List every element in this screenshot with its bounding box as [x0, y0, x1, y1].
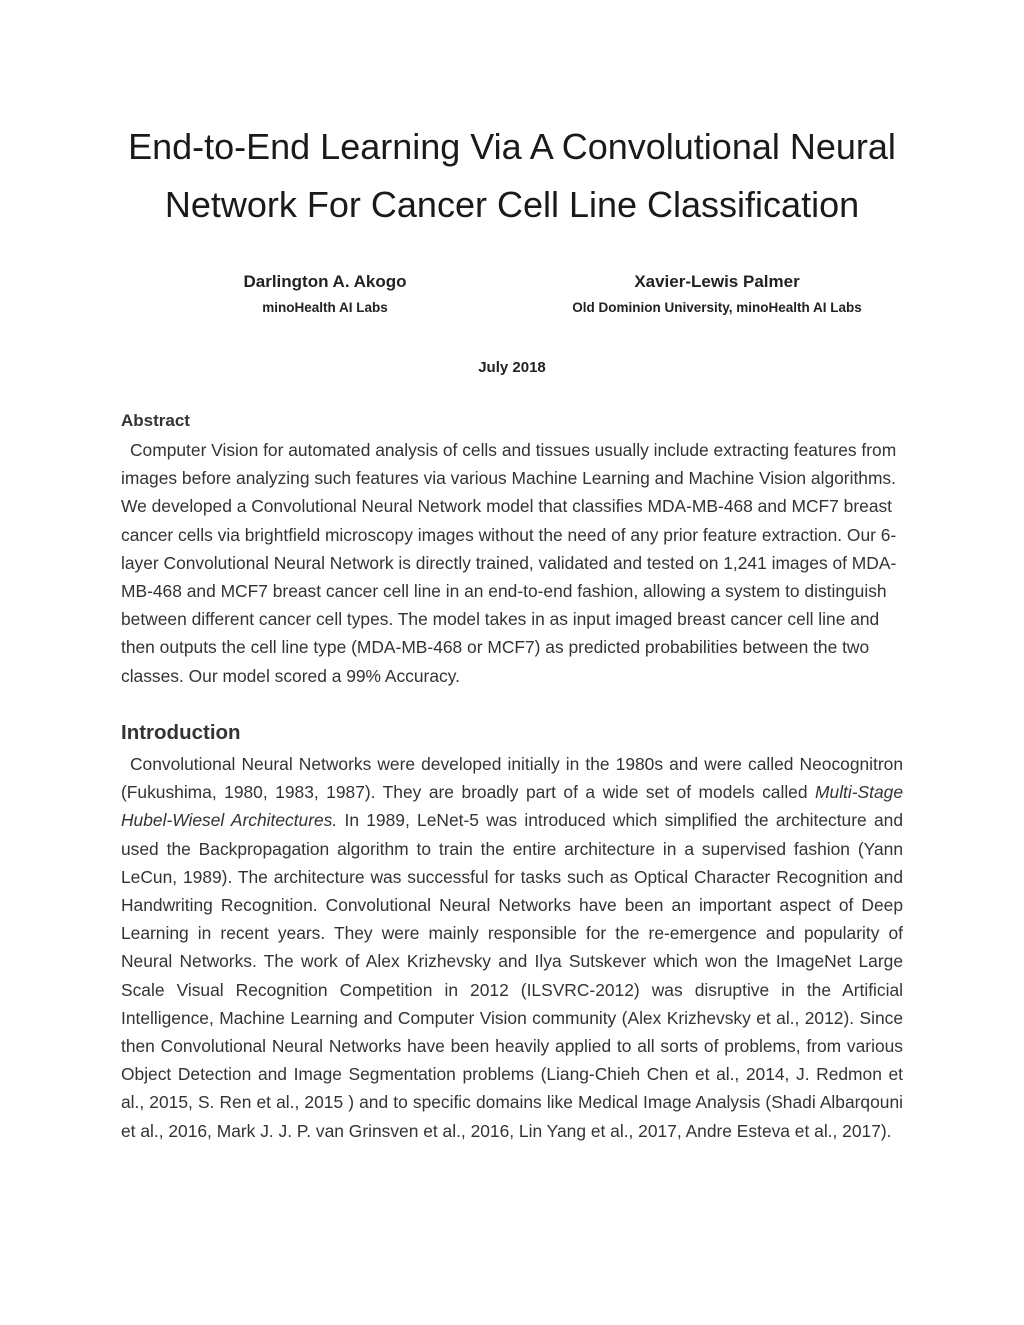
author-name: Darlington A. Akogo [243, 272, 407, 291]
author-name: Xavier-Lewis Palmer [634, 272, 800, 291]
publication-date: July 2018 [478, 359, 546, 376]
author-block-2 [507, 270, 927, 318]
author-affiliation: Old Dominion University, minoHealth AI Labs [572, 300, 862, 315]
title-line-1: End-to-End Learning Via A Convolutional Neural [128, 126, 896, 167]
paper-title [100, 118, 924, 234]
intro-text-part-2: In 1989, LeNet-5 was introduced which simplified the architecture and used the Backpropagation algorithm to train the entire architecture in a supervised fashion (Yann LeCun, 1989). The architecture was successful for tasks such as Optical Character Recognition and Handwriting Recognition. Convolutional Neural Networks have been an important aspect of Deep Learning in recent years. They were mainly responsible for the re-emergence and popularity of Neural Networks. The work of Alex Krizhevsky and Ilya Sutskever which won the ImageNet Large Scale Visual Recognition Competition in 2012 (ILSVRC-2012) was disruptive in the Artificial Intelligence, Machine Learning and Computer Vision community (Alex Krizhevsky et al., 2012). Since then Convolutional Neural Networks have been heavily applied to all sorts of problems, from various Object Detection and Image Segmentation problems (Liang-Chieh Chen et al., 2014, J. Redmon et al., 2015, S. Ren et al., 2015 ) and to specific domains like Medical Image Analysis (Shadi Albarqouni et al., 2016, Mark J. J. P. van Grinsven et al., 2016, Lin Yang et al., 2017, Andre Esteva et al., 2017). [121, 810, 903, 1141]
author-affiliation: minoHealth AI Labs [262, 300, 388, 315]
author-block-1 [115, 270, 535, 318]
introduction-text [121, 750, 903, 1145]
introduction-heading: Introduction [121, 721, 241, 744]
intro-text-part-1: Convolutional Neural Networks were developed initially in the 1980s and were called Neocognitron (Fukushima, 1980, 1983, 1987). They are broadly part of a wide set of models called [121, 754, 903, 803]
title-line-2: Network For Cancer Cell Line Classification [164, 184, 860, 225]
intro-italic-term: Multi-Stage Hubel-Wiesel Architectures. [121, 782, 903, 831]
abstract-heading: Abstract [121, 411, 190, 430]
abstract-body-text: Computer Vision for automated analysis of cells and tissues usually include extracting features from images before analyzing such features via various Machine Learning and Machine Vision algorithms. We developed a Convolutional Neural Network model that classifies MDA-MB-468 and MCF7 breast cancer cells via brightfield microscopy images without the need of any prior feature extraction. Our 6-layer Convolutional Neural Network is directly trained, validated and tested on 1,241 images of MDA-MB-468 and MCF7 breast cancer cell line in an end-to-end fashion, allowing a system to distinguish between different cancer cell types. The model takes in as input imaged breast cancer cell line and then outputs the cell line type (MDA-MB-468 or MCF7) as predicted probabilities between the two classes. Our model scored a 99% Accuracy. [121, 440, 897, 686]
abstract-text [121, 436, 903, 690]
